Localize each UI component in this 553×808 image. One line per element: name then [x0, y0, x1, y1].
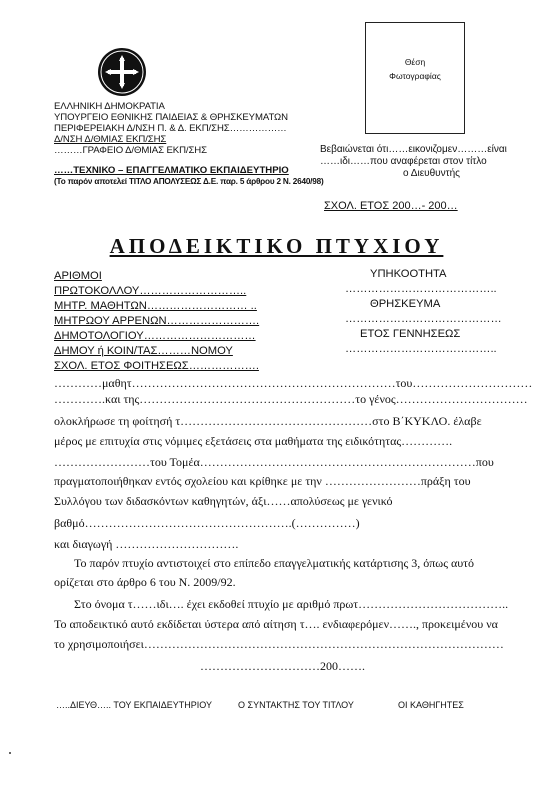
field-protocol: ΠΡΩΤΟΚΟΛΛΟΥ………………………..	[54, 285, 247, 297]
photo-placeholder	[365, 22, 465, 134]
body-line-issued: Στο όνομα τ……ιδι…. έχει εκδοθεί πτυχίο με αριθμό πρωτ………………………………..	[74, 597, 509, 611]
body-line-request: Το αποδεικτικό αυτό εκδίδεται ύστερα από αίτηση τ…. ενδιαφερόμεν……., προκειμένου να	[54, 617, 498, 631]
field-religion-value: ……………………………………	[345, 313, 502, 325]
signature-author: Ο ΣΥΝΤΑΚΤΗΣ ΤΟΥ ΤΙΤΛΟΥ	[238, 700, 354, 710]
greek-emblem-icon	[97, 47, 147, 97]
body-line-grade: βαθμό…………………………………………….(……………)	[54, 516, 360, 530]
header-office: ………ΓΡΑΦΕΙΟ Δ/ΘΜΙΑΣ ΕΚΠ/ΣΗΣ	[54, 145, 207, 156]
body-line-student: …………μαθητ…………………………………………………………του…………………………	[54, 376, 533, 390]
body-line-completion: ολοκλήρωσε τη φοίτησή τ…………………………………………στο Β΄ΚΥΚΛΟ. έλαβε	[54, 414, 482, 428]
photo-label-1: Θέση	[404, 57, 426, 67]
field-religion-label: ΘΡΗΣΚΕΥΜΑ	[370, 298, 441, 310]
signature-teachers: ΟΙ ΚΑΘΗΓΗΤΕΣ	[398, 700, 464, 710]
body-line-usage: το χρησιμοποιήσει………………………………………………………………………………	[54, 637, 504, 651]
body-line-law: ορίζεται στο άρθρο 6 του Ν. 2009/92.	[54, 575, 236, 589]
page-title: ΑΠΟΔΕΙΚΤΙΚΟ ΠΤΥΧΙΟΥ	[109, 234, 444, 258]
header-country: ΕΛΛΗΝΙΚΗ ΔΗΜΟΚΡΑΤΙΑ	[54, 101, 165, 112]
signature-director: …..ΔΙΕΥΘ….. ΤΟΥ ΕΚΠΑΙΔΕΥΤΗΡΙΟΥ	[56, 700, 212, 710]
field-municipal-registry: ΔΗΜΟΤΟΛΟΓΙΟΥ…………………………	[54, 330, 256, 342]
header-ministry: ΥΠΟΥΡΓΕΙΟ ΕΘΝΙΚΗΣ ΠΑΙΔΕΙΑΣ & ΘΡΗΣΚΕΥΜΑΤΩΝ	[54, 112, 288, 123]
body-line-conduct: και διαγωγή ………………………….	[54, 537, 239, 551]
body-line-parents: ………….και της………………………………………………το γένος……………………………	[54, 392, 528, 406]
field-birth-year-label: ΕΤΟΣ ΓΕΝΝΗΣΕΩΣ	[360, 328, 461, 340]
certification-line-2: ……ιδι……που αναφέρεται στον τίτλο	[320, 156, 487, 167]
ministry-header	[54, 101, 288, 156]
body-line-exams: μέρος με επιτυχία στις νόμιμες εξετάσεις στα μαθήματα της ειδικότητας………….	[54, 434, 453, 448]
scan-speck	[9, 752, 11, 754]
certification-line-1: Βεβαιώνεται ότι……εικονιζομεν………είναι	[320, 144, 507, 155]
body-line-conducted: πραγματοποιήθηκαν εντός σχολείου και κρίθηκε με την ……………………πράξη του	[54, 474, 471, 488]
field-student-registry: ΜΗΤΡ. ΜΑΘΗΤΩΝ……………………… ..	[54, 300, 257, 312]
field-male-registry: ΜΗΤΡΩΟΥ ΑΡΡΕΝΩΝ…………………….	[54, 315, 260, 327]
body-line-association: Συλλόγου των διδασκόντων καθηγητών, άξι……απολύσεως με γενικό	[54, 494, 393, 508]
field-citizenship-label: ΥΠΗΚΟΟΤΗΤΑ	[370, 268, 447, 280]
body-line-equivalence: Το παρόν πτυχίο αντιστοιχεί στο επίπεδο επαγγελματικής κατάρτισης 3, όπως αυτό	[74, 556, 475, 570]
body-line-sector: ……………………του Τομέα……………………………………………………………που	[54, 455, 494, 469]
body-line-date: …………………………200…….	[200, 659, 365, 673]
certification-signatory: ο Διευθυντής	[403, 168, 460, 179]
field-birth-year-value: …………………………………..	[345, 343, 497, 355]
school-type: ……ΤΕΧΝΙΚΟ – ΕΠΑΓΓΕΛΜΑΤΙΚΟ ΕΚΠΑΙΔΕΥΤΗΡΙΟ	[54, 165, 289, 176]
header-directorate: Δ/ΝΣΗ Δ/ΘΜΙΑΣ ΕΚΠ/ΣΗΣ	[54, 134, 167, 145]
photo-label-2: Φωτογραφίας	[389, 71, 441, 81]
field-municipality-prefecture: ΔΗΜΟΥ ή ΚΟΙΝ/ΤΑΣ………ΝΟΜΟΥ	[54, 345, 233, 357]
field-attendance-year: ΣΧΟΛ. ΕΤΟΣ ΦΟΙΤΗΣΕΩΣ……………….	[54, 360, 259, 372]
header-regional-directorate: ΠΕΡΙΦΕΡΕΙΑΚΗ Δ/ΝΣΗ Π. & Δ. ΕΚΠ/ΣΗΣ………………	[54, 123, 287, 134]
school-note: (Το παρόν αποτελεί ΤΙΤΛΟ ΑΠΟΛΥΣΕΩΣ Δ.Ε. παρ. 5 άρθρου 2 Ν. 2640/98)	[54, 177, 324, 186]
field-citizenship-value: …………………………………..	[345, 283, 497, 295]
field-numbers-heading: ΑΡΙΘΜΟΙ	[54, 270, 102, 282]
school-year: ΣΧΟΛ. ΕΤΟΣ 200…- 200…	[324, 200, 458, 212]
